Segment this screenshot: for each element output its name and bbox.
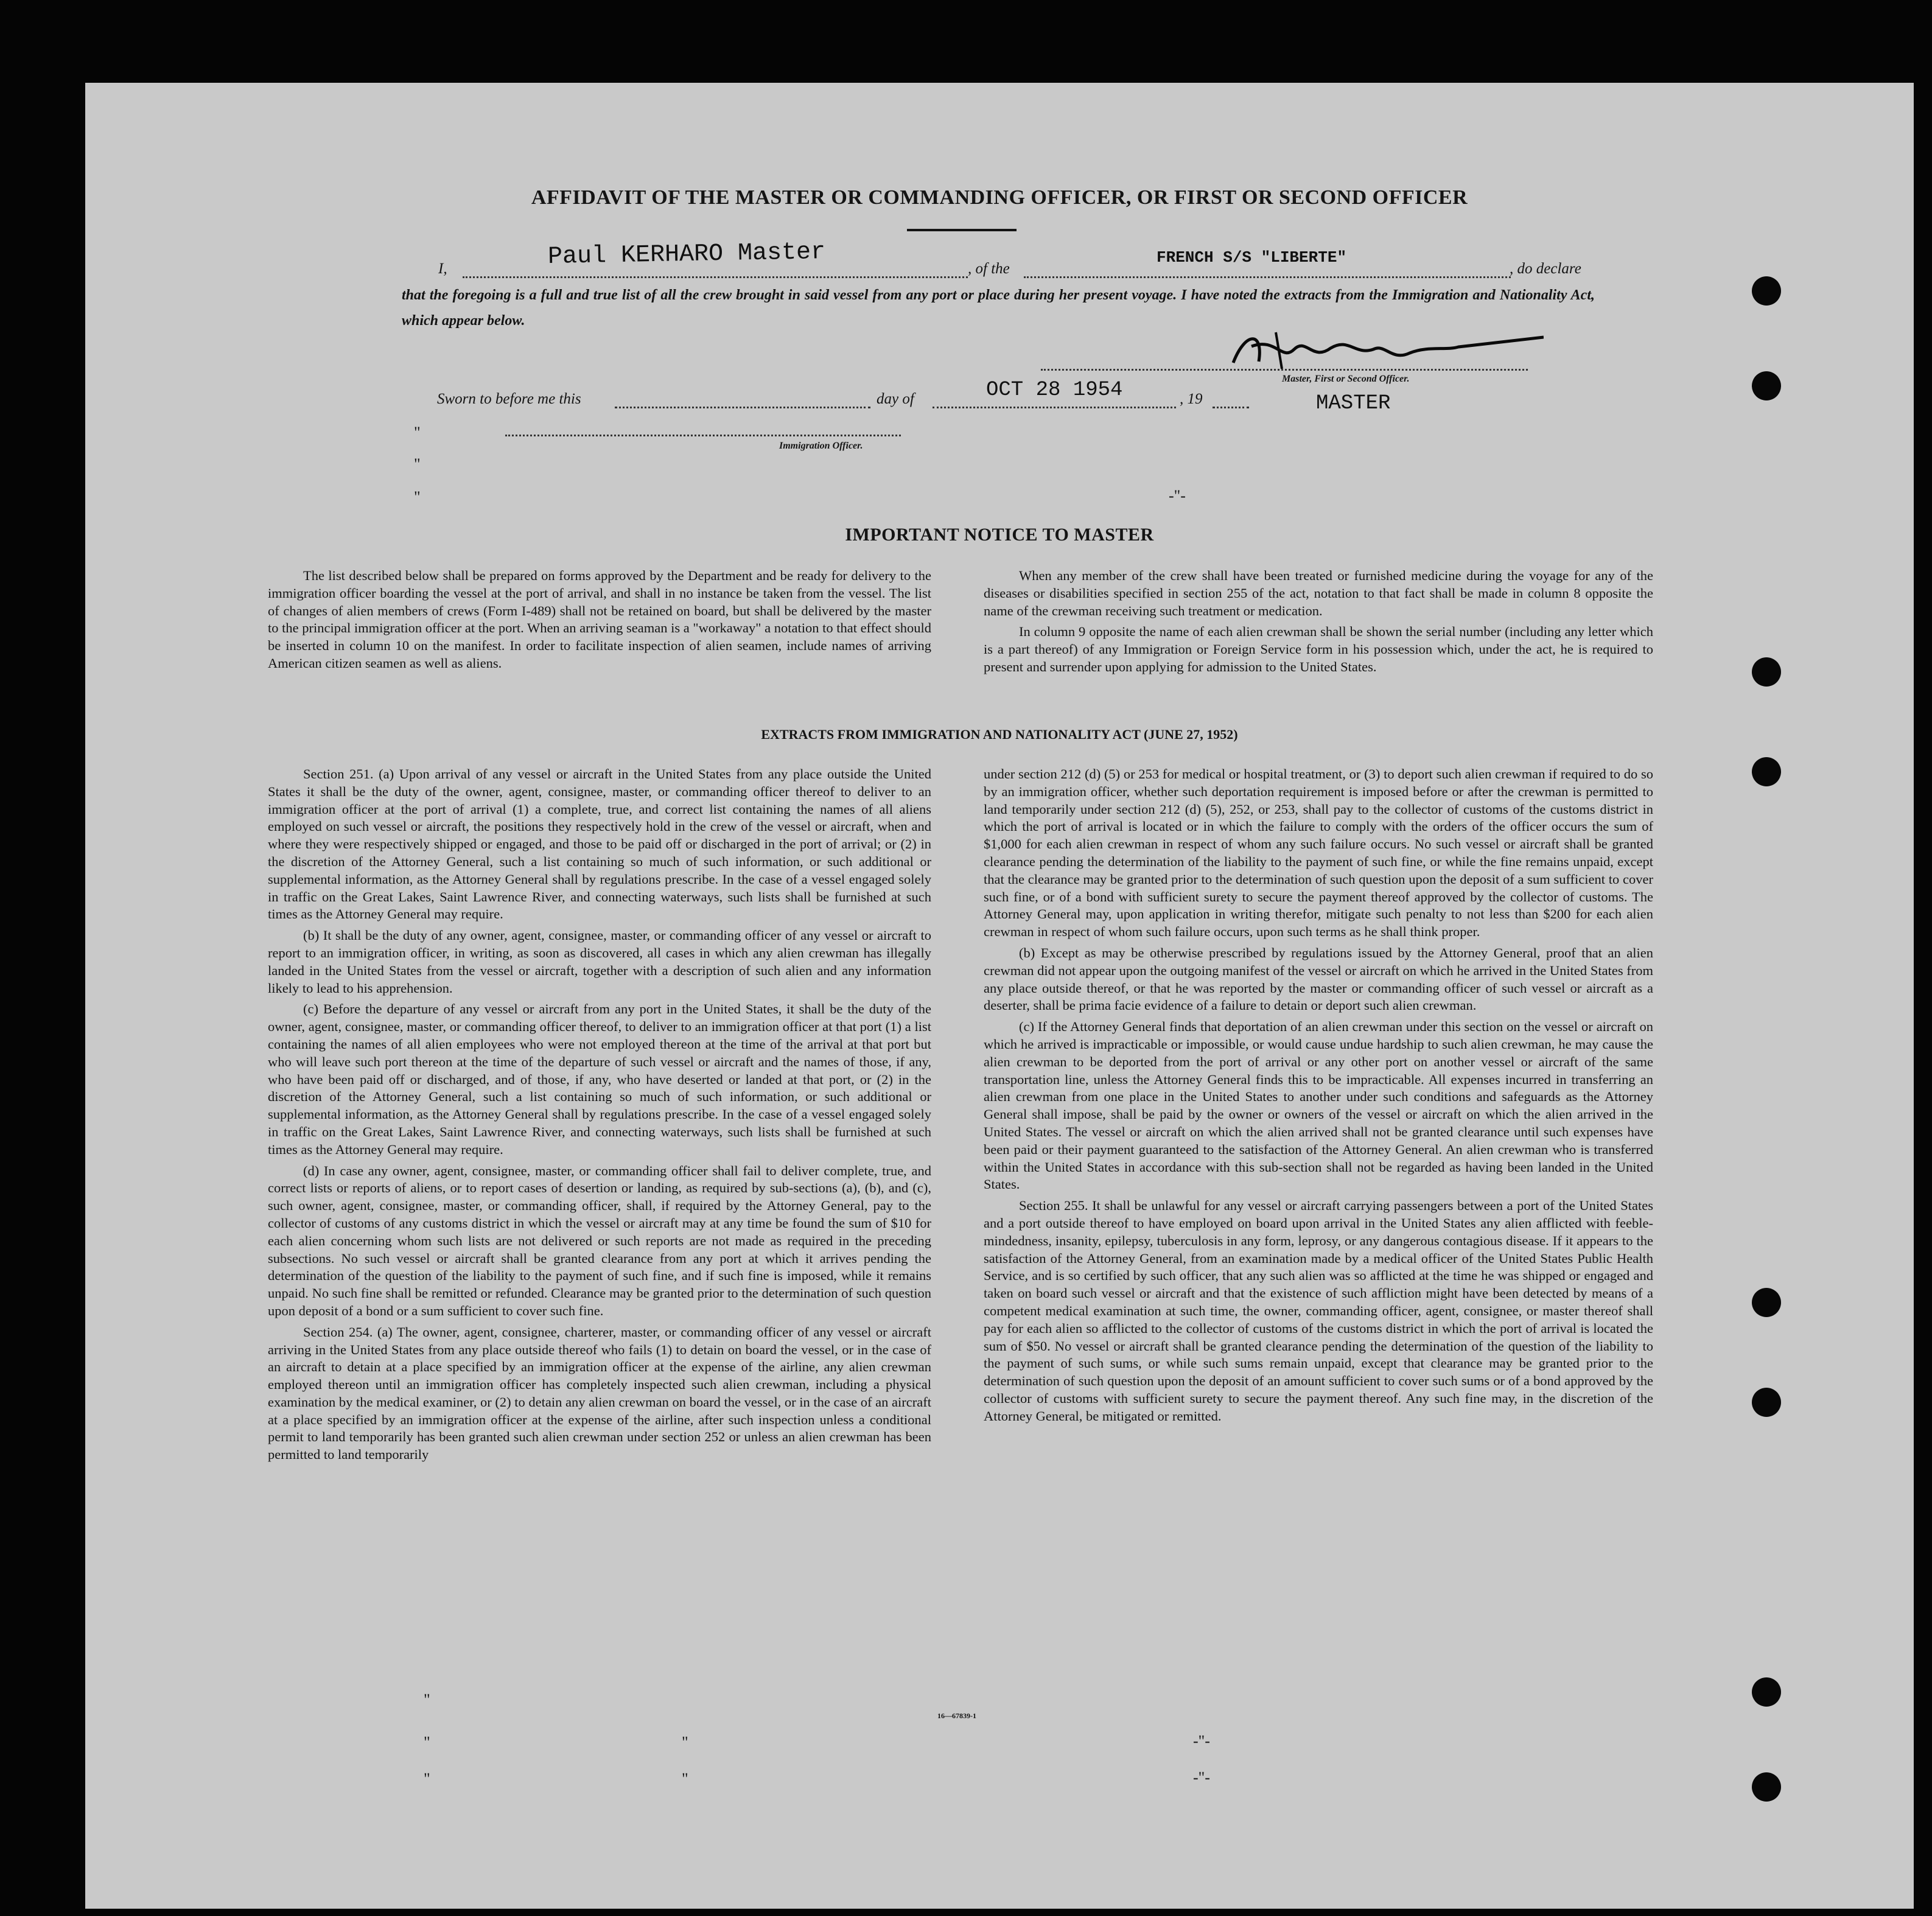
sworn-prefix: Sworn to before me this [437,391,581,407]
punch-hole [1752,657,1781,687]
extracts-left-column [268,766,931,1467]
section-254a: Section 254. (a) The owner, agent, consignee, charterer, master, or commanding officer of any vessel or aircraft arriving in the United States from any place outside thereof who fails (1) to detain on board the vessel, or in the case of an aircraft to detain at a place specified by an immigration officer at the expense of the airline, any alien crewman employed thereon until an immigration officer has completely inspected such alien crewman, including a physical examination by the medical examiner, or (2) to detain any alien crewman on board the vessel, or in the case of an aircraft at a place specified by an immigration officer at the expense of the airline, after such inspection unless a conditional permit to land temporarily has been granted such alien crewman under section 252 or unless an alien crewman has been permitted to land temporarily [268,1324,931,1463]
extracts-right-column [984,766,1653,1428]
ditto-mark: " [682,1770,688,1788]
punch-hole [1752,757,1781,786]
sworn-date: OCT 28 1954 [986,379,1123,402]
do-declare-label: , do declare [1510,260,1581,277]
section-254a-continued: under section 212 (d) (5) or 253 for medical or hospital treatment, or (3) to deport such alien crewman if required to do so by an immigration officer, whether such deportation requirement is imposed before or after the crewman is permitted to land temporarily under section 212 (d) (5), 252, or 253, shall pay to the collector of customs of the customs district in which the port of arrival is located or in which the failure to comply with the orders of the officer occurs the sum of $1,000 for each alien crewman in respect of whom any such failure occurs. No such vessel or aircraft shall be granted clearance pending the determination of the liability to the payment of such fine, or while the fine remains unpaid, except that the clearance may be granted prior to the determination of such question upon the deposit of a sum sufficient to cover such fine, or of a bond with sufficient surety to secure the payment thereof approved by the collector of customs. The Attorney General may, upon application in writing therefor, mitigate such penalty to not less than $200 for each alien crewman in respect of whom such failure occurs, upon such terms as he shall think proper. [984,766,1653,940]
ditto-mark: " [414,455,421,473]
declarant-field-line [463,276,968,278]
title-divider [907,229,1017,231]
punch-hole [1752,1677,1781,1707]
year-prefix: , 19 [1180,391,1203,407]
notice-left-column [268,567,931,676]
notice-title: IMPORTANT NOTICE TO MASTER [845,525,1154,545]
extracts-title: EXTRACTS FROM IMMIGRATION AND NATIONALITY ACT (JUNE 27, 1952) [761,727,1238,742]
vessel-name: FRENCH S/S "LIBERTE" [1157,248,1347,267]
sworn-year-line [1213,407,1249,408]
punch-hole [1752,1772,1781,1802]
officer-signature-line [505,435,901,436]
section-251c: (c) Before the departure of any vessel or aircraft from any port in the United States, it shall be the duty of the owner, agent, consignee, master, or commanding officer thereof, to deliver to an immigration officer at that port (1) a list containing the names of all alien employees who were not employed thereon at the time of the arrival at that port but who will leave such port thereon at the time of the departure of such vessel or aircraft and the names of those, if any, who have been paid off or discharged, and of those, if any, who have deserted or landed at that port, or (2) in the discretion of the Attorney General, such a list containing so much of such information, or such additional or supplemental information, as the Attorney General shall by regulations prescribe. In the case of a vessel engaged solely in traffic on the Great Lakes, Saint Lawrence River, and connecting waterways, such lists shall be furnished at such times as the Attorney General may require. [268,1001,931,1157]
punch-hole [1752,1388,1781,1417]
punch-hole [1752,371,1781,400]
notice-paragraph: When any member of the crew shall have been treated or furnished medicine during the voyage for any of the diseases or disabilities specified in section 255 of the act, notation to that fact shall be made in column 8 opposite the name of the crewman receiving such treatment or medication. [984,568,1653,618]
ditto-mark: " [414,424,421,441]
form-number: 16—67839-1 [937,1711,976,1720]
punch-hole [1752,1288,1781,1317]
section-255: Section 255. It shall be unlawful for any vessel or aircraft carrying passengers between a port of the United States and a port outside thereof to have employed on board upon arrival in the United States any alien afflicted with feeble-mindedness, insanity, epilepsy, tuberculosis in any form, leprosy, or any dangerous contagious disease. If it appears to the satisfaction of the Attorney General, from an examination made by a medical officer of the United States Public Health Service, and is so certified by such officer, that any such alien was so afflicted at the time he was shipped or engaged and taken on board such vessel or aircraft and that the existence of such affliction might have been detected by means of a competent medical examination at such time, the owner, commanding officer, agent, consignee, or master thereof shall pay for each alien so afflicted to the collector of customs of the customs district in which the port of arrival is located the sum of $50. No vessel or aircraft shall be granted clearance pending the determination of the question of the liability to the payment of such sums, or while such sums remain unpaid, except that clearance may be granted prior to the determination of such question upon the deposit of an amount sufficient to cover such sums or of a bond approved by the collector of customs with sufficient surety to secure the payment thereof. Any such fine may, in the discretion of the Attorney General, be mitigated or remitted. [984,1198,1653,1424]
ditto-mark: " [414,488,421,506]
declarant-name: Paul KERHARO Master [547,239,826,271]
declaration-prefix: I, [438,260,447,277]
section-254b: (b) Except as may be otherwise prescribed by regulations issued by the Attorney General, proof that an alien crewman did not appear upon the outgoing manifest of the vessel or aircraft on which he arrived in the United States from any place outside thereof, or that he was reported by the master or commanding officer of such vessel or aircraft as a deserter, shall be prima facie evidence of a failure to detain or deport such alien crewman. [984,945,1653,1013]
dash-mark: -"- [1193,1769,1210,1786]
ditto-mark: " [424,1691,430,1708]
punch-hole [1752,276,1781,306]
section-254c: (c) If the Attorney General finds that deportation of an alien crewman under this section on the vessel or aircraft on which he arrived is impracticable or impossible, or would cause undue hardship to such alien crewman, he may cause the alien crewman to be deported from the port of arrival or any other port on another vessel or aircraft of the same transportation line, unless the Attorney General finds this to be impracticable. All expenses incurred in transferring an alien crewman from one place in the United States to another under such conditions and safeguards as the Attorney General shall impose, shall be paid by the owner or owners of the vessel or aircraft on which the alien arrived in the United States. The vessel or aircraft on which the alien arrived shall not be granted clearance until such expenses have been paid or their payment guaranteed to the satisfaction of the Attorney General. An alien crewman who is transferred within the United States in accordance with this sub-section shall not be regarded as having been landed in the United States. [984,1019,1653,1192]
of-the-label: , of the [968,260,1010,277]
signature-caption: Master, First or Second Officer. [1282,374,1410,384]
section-251a: Section 251. (a) Upon arrival of any vessel or aircraft in the United States from any place outside the United States it shall be the duty of the owner, agent, consignee, master, or commanding officer thereof to deliver to an immigration officer at the port of arrival (1) a complete, true, and correct list containing the names of all aliens employed on such vessel or aircraft, the positions they respectively hold in the crew of the vessel or aircraft, when and where they were respectively shipped or engaged, and those to be paid off or discharged in the port of arrival; or (2) in the discretion of the Attorney General, such a list containing so much of such information, or such additional or supplemental information, as the Attorney General shall by regulations prescribe. In the case of a vessel engaged solely in traffic on the Great Lakes, Saint Lawrence River, and connecting waterways, such lists shall be furnished at such times as the Attorney General may require. [268,766,931,922]
master-signature [1227,325,1544,380]
sworn-day-line [615,407,870,408]
officer-caption: Immigration Officer. [779,441,863,451]
form-title: AFFIDAVIT OF THE MASTER OR COMMANDING OFFICER, OR FIRST OR SECOND OFFICER [531,186,1468,209]
day-of-label: day of [877,391,914,407]
signature-line [1041,369,1528,371]
notice-right-column [984,567,1653,680]
ditto-mark: " [424,1770,430,1788]
notice-paragraph: In column 9 opposite the name of each alien crewman shall be shown the serial number (including any letter which is a part thereof) of any Immigration or Foreign Service form in his possession which, under the act, he is required to present and surrender upon applying for admission to the United States. [984,624,1653,674]
ditto-mark: " [424,1733,430,1751]
sworn-month-line [933,407,1176,408]
section-251d: (d) In case any owner, agent, consignee, master, or commanding officer shall fail to deliver complete, true, and correct lists or reports of aliens, or to report cases of desertion or landing, as required by sub-sections (a), (b), and (c), such owner, agent, consignee, master, or commanding officer, shall, if required by the Attorney General, pay to the collector of customs of any customs district in which the vessel or aircraft may at any time be found the sum of $10 for each alien concerning whom such lists are not delivered or such reports are not made as required in the preceding subsections. No such vessel or aircraft shall be granted clearance from any port at which it arrives pending the determination of the question of the liability to the payment of such fine, and if such fine is imposed, while it remains unpaid. No such fine shall be remitted or refunded. Clearance may be granted prior to the determination of such question upon deposit of a bond or a sum sufficient to cover such fine. [268,1163,931,1318]
dash-mark: -"- [1193,1732,1210,1750]
vessel-field-line [1024,276,1511,278]
section-251b: (b) It shall be the duty of any owner, agent, consignee, master, or commanding officer of any vessel or aircraft to report to an immigration officer, in writing, as soon as discovered, all cases in which any alien crewman has illegally landed in the United States from the vessel or aircraft, together with a description of such alien and any information likely to lead to his apprehension. [268,928,931,996]
notice-paragraph: The list described below shall be prepared on forms approved by the Department and be ready for delivery to the immigration officer boarding the vessel at the port of arrival, and shall in no instance be taken from the vessel. The list of changes of alien members of crews (Form I-489) shall not be retained on board, but shall be delivered by the master to the principal immigration officer at the port. When an arriving seaman is a "workaway" a notation to that effect should be inserted in column 10 on the manifest. In order to facilitate inspection of alien seamen, include names of arriving American citizen seamen as well as aliens. [268,568,931,671]
declaration-body: that the foregoing is a full and true list of all the crew brought in said vessel from any port or place during her present voyage. I have noted the extracts from the Immigration and Nationality Act, which appear below. [402,287,1595,329]
signer-title: MASTER [1316,392,1391,415]
dash-mark: -"- [1169,487,1186,505]
affidavit-page [85,83,1914,1909]
ditto-mark: " [682,1733,688,1751]
